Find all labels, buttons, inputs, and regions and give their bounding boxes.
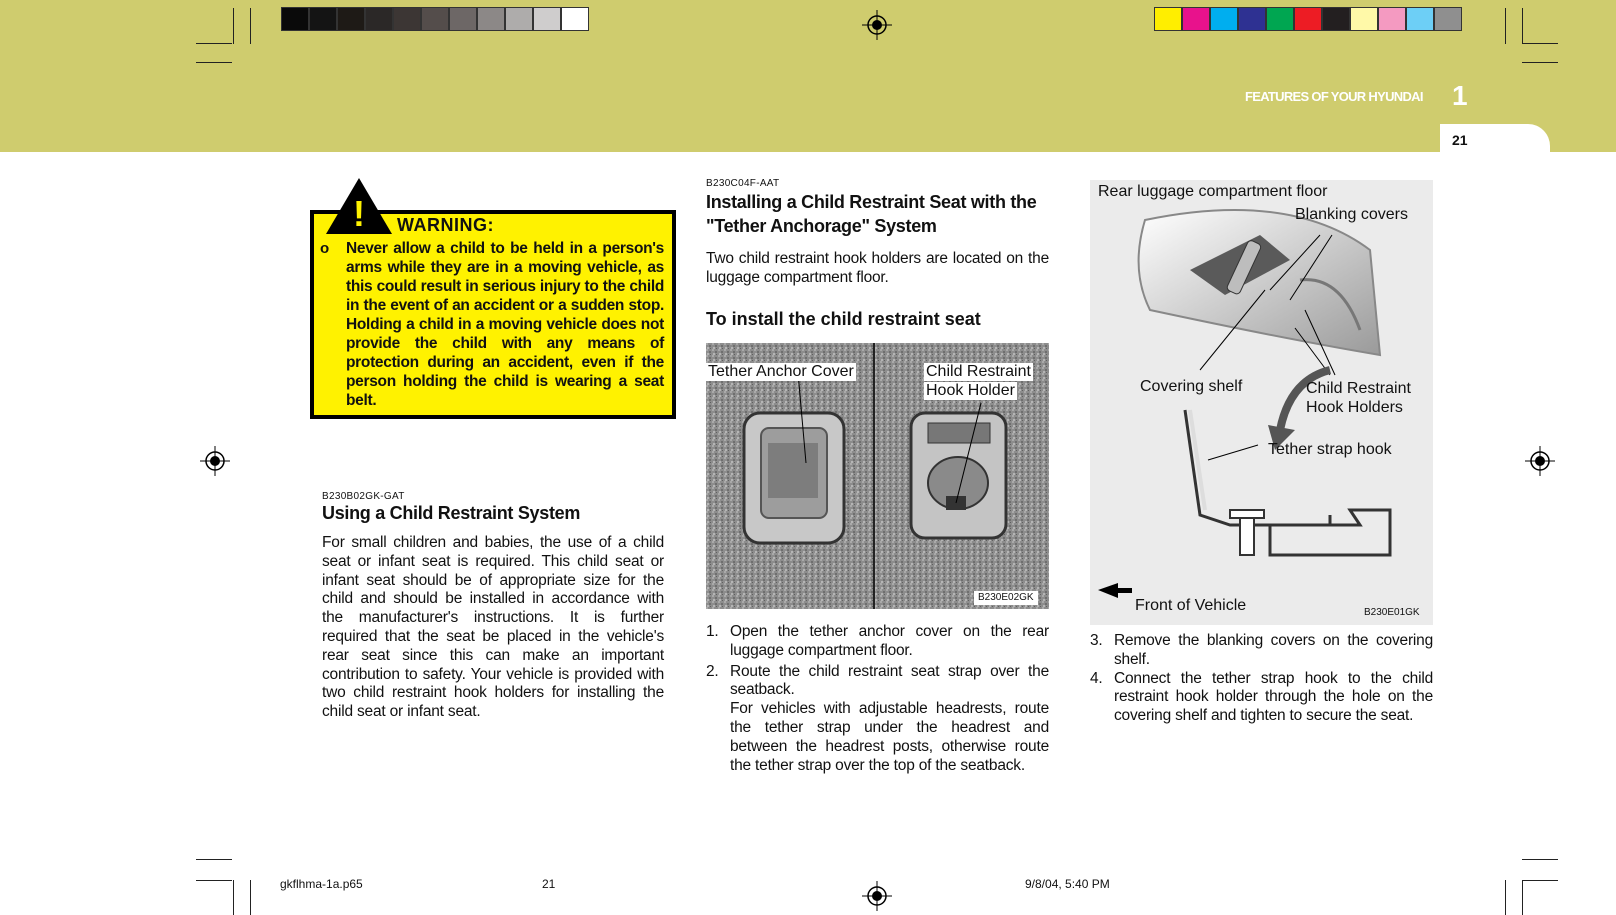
section-body: For small children and babies, the use of a child seat or infant seat is required. This child seat or infant seat should be of appropriate size for the child and should be installed in accordance with the manufacturer's instructions. It is further required that the seat be placed in the vehicle's rear seat since this can make an important contribution to safety. Your vehicle is provided with two child restraint hook holders for installing the child seat or infant seat. (322, 534, 664, 721)
crop-mark (196, 43, 232, 44)
color-swatch (1266, 7, 1294, 31)
svg-text:!: ! (353, 193, 365, 234)
registration-mark-icon (862, 881, 892, 911)
color-swatch (365, 7, 393, 31)
section-title: Installing a Child Restraint Seat with the "Tether Anchorage" System (706, 192, 1037, 236)
hook-holder-label-line1: Child Restraint (926, 363, 1031, 380)
color-swatch (1350, 7, 1378, 31)
crop-mark (196, 880, 232, 881)
color-swatch (561, 7, 589, 31)
color-swatch (477, 7, 505, 31)
crop-mark (1522, 880, 1558, 881)
tether-anchor-cover-label: Tether Anchor Cover (708, 363, 854, 380)
color-swatch (1294, 7, 1322, 31)
color-swatch (1238, 7, 1266, 31)
install-steps (706, 623, 1049, 775)
list-item (1090, 670, 1433, 726)
color-swatch (1182, 7, 1210, 31)
color-swatch (393, 7, 421, 31)
color-swatch (533, 7, 561, 31)
color-swatch (1210, 7, 1238, 31)
section-code: B230B02GK-GAT (322, 491, 405, 502)
list-item (706, 623, 1049, 661)
chapter-title: FEATURES OF YOUR HYUNDAI (1245, 89, 1423, 104)
step-number: 2. (706, 662, 719, 680)
footer-datetime: 9/8/04, 5:40 PM (1025, 877, 1110, 891)
crop-mark (1522, 859, 1558, 860)
chapter-number: 1 (1452, 80, 1468, 111)
step-number: 4. (1090, 669, 1103, 687)
warning-text: Never allow a child to be held in a person's arms while they are in a moving vehicle, as this could result in serious injury to the child in the event of an accident or a sudden stop. Holding a child in a moving vehicle does not provide the child with any means of protection during an accident, even if the person holding the child is wearing a seat belt. (346, 240, 664, 409)
color-swatch (1154, 7, 1182, 31)
color-swatch (337, 7, 365, 31)
section-body: Two child restraint hook holders are located on the luggage compartment floor. (706, 250, 1049, 286)
footer-file: gkflhma-1a.p65 (280, 877, 363, 891)
crop-mark (233, 8, 234, 44)
hook-holder-label-line2: Hook Holder (926, 382, 1015, 399)
step-text: Open the tether anchor cover on the rear luggage compartment floor. (730, 623, 1049, 659)
warning-triangle-icon (324, 176, 394, 236)
step-text: Connect the tether strap hook to the child restraint hook holder through the hole on the covering shelf and tighten to secure the seat. (1114, 669, 1433, 725)
crop-mark (196, 62, 232, 63)
floor-label: Rear luggage compartment floor (1098, 183, 1328, 200)
crop-mark (196, 859, 232, 860)
crop-mark (1505, 8, 1506, 44)
hook-holders-label-line1: Child Restraint (1306, 380, 1411, 397)
color-swatch (1378, 7, 1406, 31)
covering-shelf-label: Covering shelf (1140, 378, 1243, 395)
color-swatch (1322, 7, 1350, 31)
list-item (706, 700, 1049, 775)
crop-mark (233, 880, 234, 915)
section-title: Using a Child Restraint System (322, 503, 581, 523)
color-swatch (1434, 7, 1462, 31)
crop-mark (1505, 880, 1506, 915)
list-item (1090, 632, 1433, 670)
subheading: To install the child restraint seat (706, 309, 981, 329)
warning-title: WARNING: (397, 215, 494, 235)
front-of-vehicle-label: Front of Vehicle (1135, 597, 1247, 614)
step-text: For vehicles with adjustable headrests, route the tether strap under the headrest and between the headrest posts, otherwise route the tether strap over the top of the seatback. (730, 700, 1049, 774)
crop-mark (1522, 8, 1523, 44)
color-swatch (309, 7, 337, 31)
crop-mark (1522, 62, 1558, 63)
color-swatch (281, 7, 309, 31)
registration-mark-icon (862, 10, 892, 40)
hook-holder-diagram (1090, 180, 1433, 625)
tether-strap-hook-label: Tether strap hook (1268, 441, 1392, 458)
color-swatch (449, 7, 477, 31)
crop-mark (1522, 880, 1523, 915)
step-number: 1. (706, 623, 719, 640)
figure-code: B230E01GK (1364, 607, 1420, 618)
section-code: B230C04F-AAT (706, 178, 780, 189)
warning-bullet: o (320, 240, 330, 257)
blanking-covers-label: Blanking covers (1295, 206, 1408, 223)
crop-mark (1522, 43, 1558, 44)
footer-page: 21 (542, 877, 556, 891)
registration-mark-icon (200, 446, 230, 476)
list-item (706, 663, 1049, 701)
step-number: 3. (1090, 632, 1103, 649)
crop-mark (250, 880, 251, 915)
tether-anchor-photo (706, 343, 1049, 609)
step-text: Route the child restraint seat strap over the seatback. (730, 662, 1049, 699)
crop-mark (250, 8, 251, 44)
figure-code: B230E02GK (974, 591, 1038, 605)
color-swatch (421, 7, 449, 31)
page-number: 21 (1452, 132, 1468, 148)
color-swatch (1406, 7, 1434, 31)
registration-mark-icon (1525, 446, 1555, 476)
step-text: Remove the blanking covers on the covering shelf. (1114, 632, 1433, 668)
install-steps-continued (1090, 632, 1433, 726)
hook-holders-label-line2: Hook Holders (1306, 399, 1403, 416)
color-swatch (505, 7, 533, 31)
